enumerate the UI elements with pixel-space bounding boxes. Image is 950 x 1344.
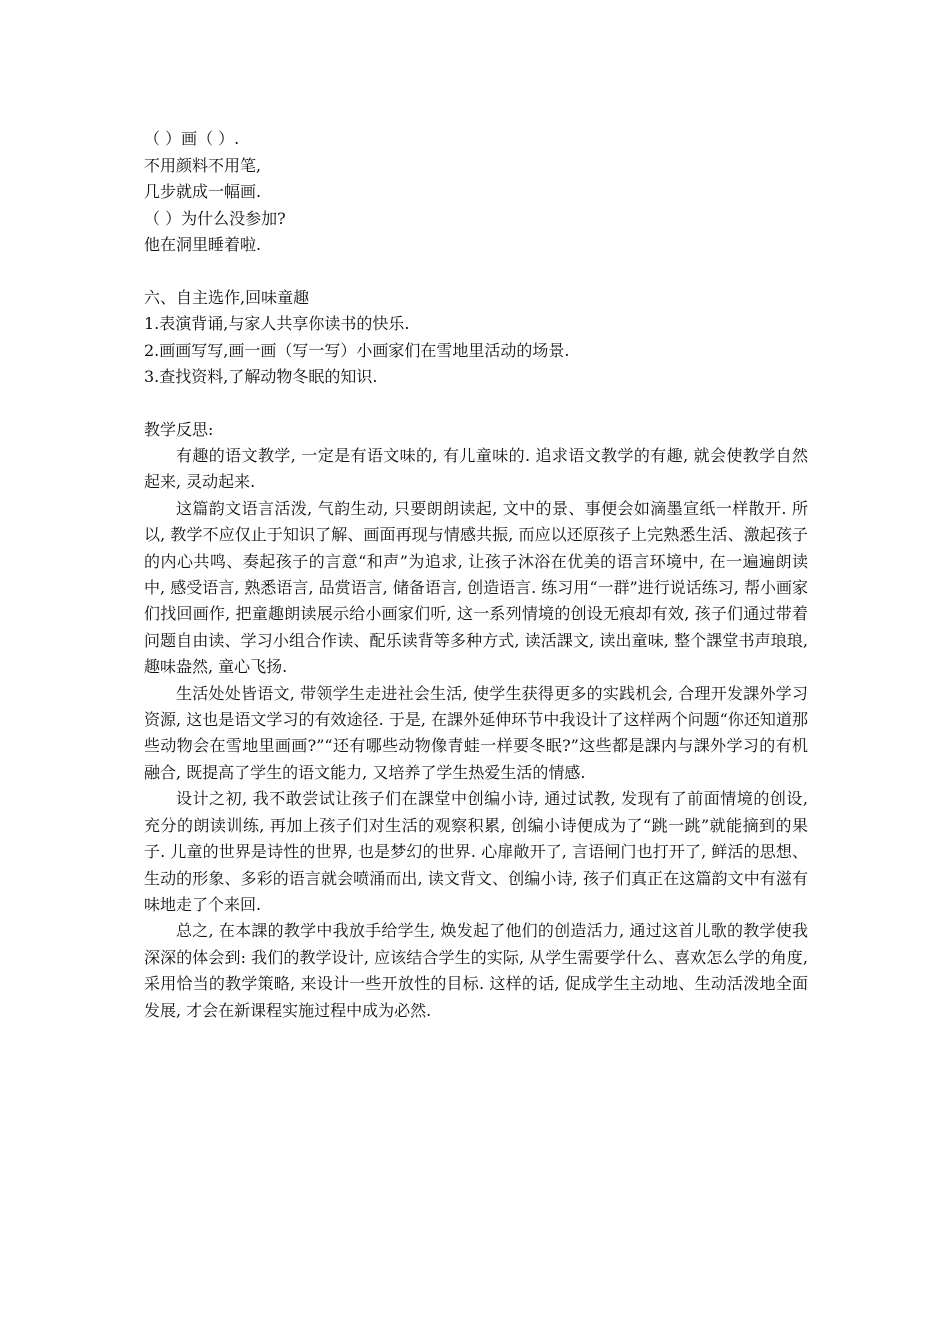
reflection-paragraph: 设计之初, 我不敢尝试让孩子们在課堂中创编小诗, 通过试教, 发现有了前面情境的创设, 充分的朗读训练, 再加上孩子们对生活的观察积累, 创编小诗便成为了“跳一跳”就能摘到的果子. 儿童的世界是诗性的世界, 也是梦幻的世界. 心扉敞开了, 言语闸门也打开了, 鲜活的思想、生动的形象、多彩的语言就会喷涌而出, 读文背文、创编小诗, 孩子们真正在这篇韵文中有滋有味地走了个来回. xyxy=(144,789,808,914)
section-six-item: 2.画画写写,画一画（写一写）小画家们在雪地里活动的场景. xyxy=(144,340,570,360)
poem-line: 几步就成一幅画. xyxy=(144,182,262,201)
section-six-item: 1.表演背诵,与家人共享你读书的快乐. xyxy=(144,314,410,333)
reflection-heading: 教学反思: xyxy=(144,419,214,439)
reflection-paragraph: 生活处处皆语文, 带领学生走进社会生活, 使学生获得更多的实践机会, 合理开发課外学习资源, 这也是语文学习的有效途径. 于是, 在課外延伸环节中我设计了这样两个问题“你还知道那些动物会在雪地里画画?”“还有哪些动物像青蛙一样要冬眠?”这些都是課内与課外学习的有机融合, 既提高了学生的语文能力, 又培养了学生热爱生活的情感. xyxy=(144,683,808,782)
poem-line: 他在洞里睡着啦. xyxy=(144,235,262,254)
reflection-paragraph: 有趣的语文教学, 一定是有语文味的, 有儿童味的. 追求语文教学的有趣, 就会使教学自然起来, 灵动起来. xyxy=(144,446,808,492)
poem-line: （ ）画（ ）. xyxy=(144,129,240,148)
poem-line: 不用颜料不用笔, xyxy=(144,155,262,175)
reflection-paragraph: 这篇韵文语言活泼, 气韵生动, 只要朗朗读起, 文中的景、事便会如滴墨宣纸一样散开. 所以, 教学不应仅止于知识了解、画面再现与情感共振, 而应以还原孩子上完熟悉生活、激起孩子的内心共鸣、奏起孩子的言意“和声”为追求, 让孩子沐浴在优美的语言环境中, 在一遍遍朗读中, 感受语言, 熟悉语言, 品赏语言, 储备语言, 创造语言. 练习用“一群”进行说话练习, 帮小画家们找回画作, 把童趣朗读展示给小画家们听, 这一系列情境的创设无痕却有效, 孩子们通过带着问题自由读、学习小组合作读、配乐读背等多种方式, 读活課文, 读出童味, 整个課堂书声琅琅, 趣味盎然, 童心飞扬. xyxy=(144,498,808,677)
spacer xyxy=(144,259,808,285)
poem-line: （ ）为什么没参加? xyxy=(144,208,286,228)
document-page xyxy=(144,126,808,1024)
spacer xyxy=(144,391,808,417)
reflection-paragraph: 总之, 在本課的教学中我放手给学生, 焕发起了他们的创造活力, 通过这首儿歌的教学使我深深的体会到: 我们的教学设计, 应该结合学生的实际, 从学生需要学什么、喜欢怎么学的角度, 采用恰当的教学策略, 来设计一些开放性的目标. 这样的话, 促成学生主动地、生动活泼地全面发展, 才会在新课程实施过程中成为必然. xyxy=(144,921,808,1020)
section-six-heading: 六、自主选作,回味童趣 xyxy=(144,287,310,307)
section-six-item: 3.查找资料,了解动物冬眠的知识. xyxy=(144,367,378,386)
